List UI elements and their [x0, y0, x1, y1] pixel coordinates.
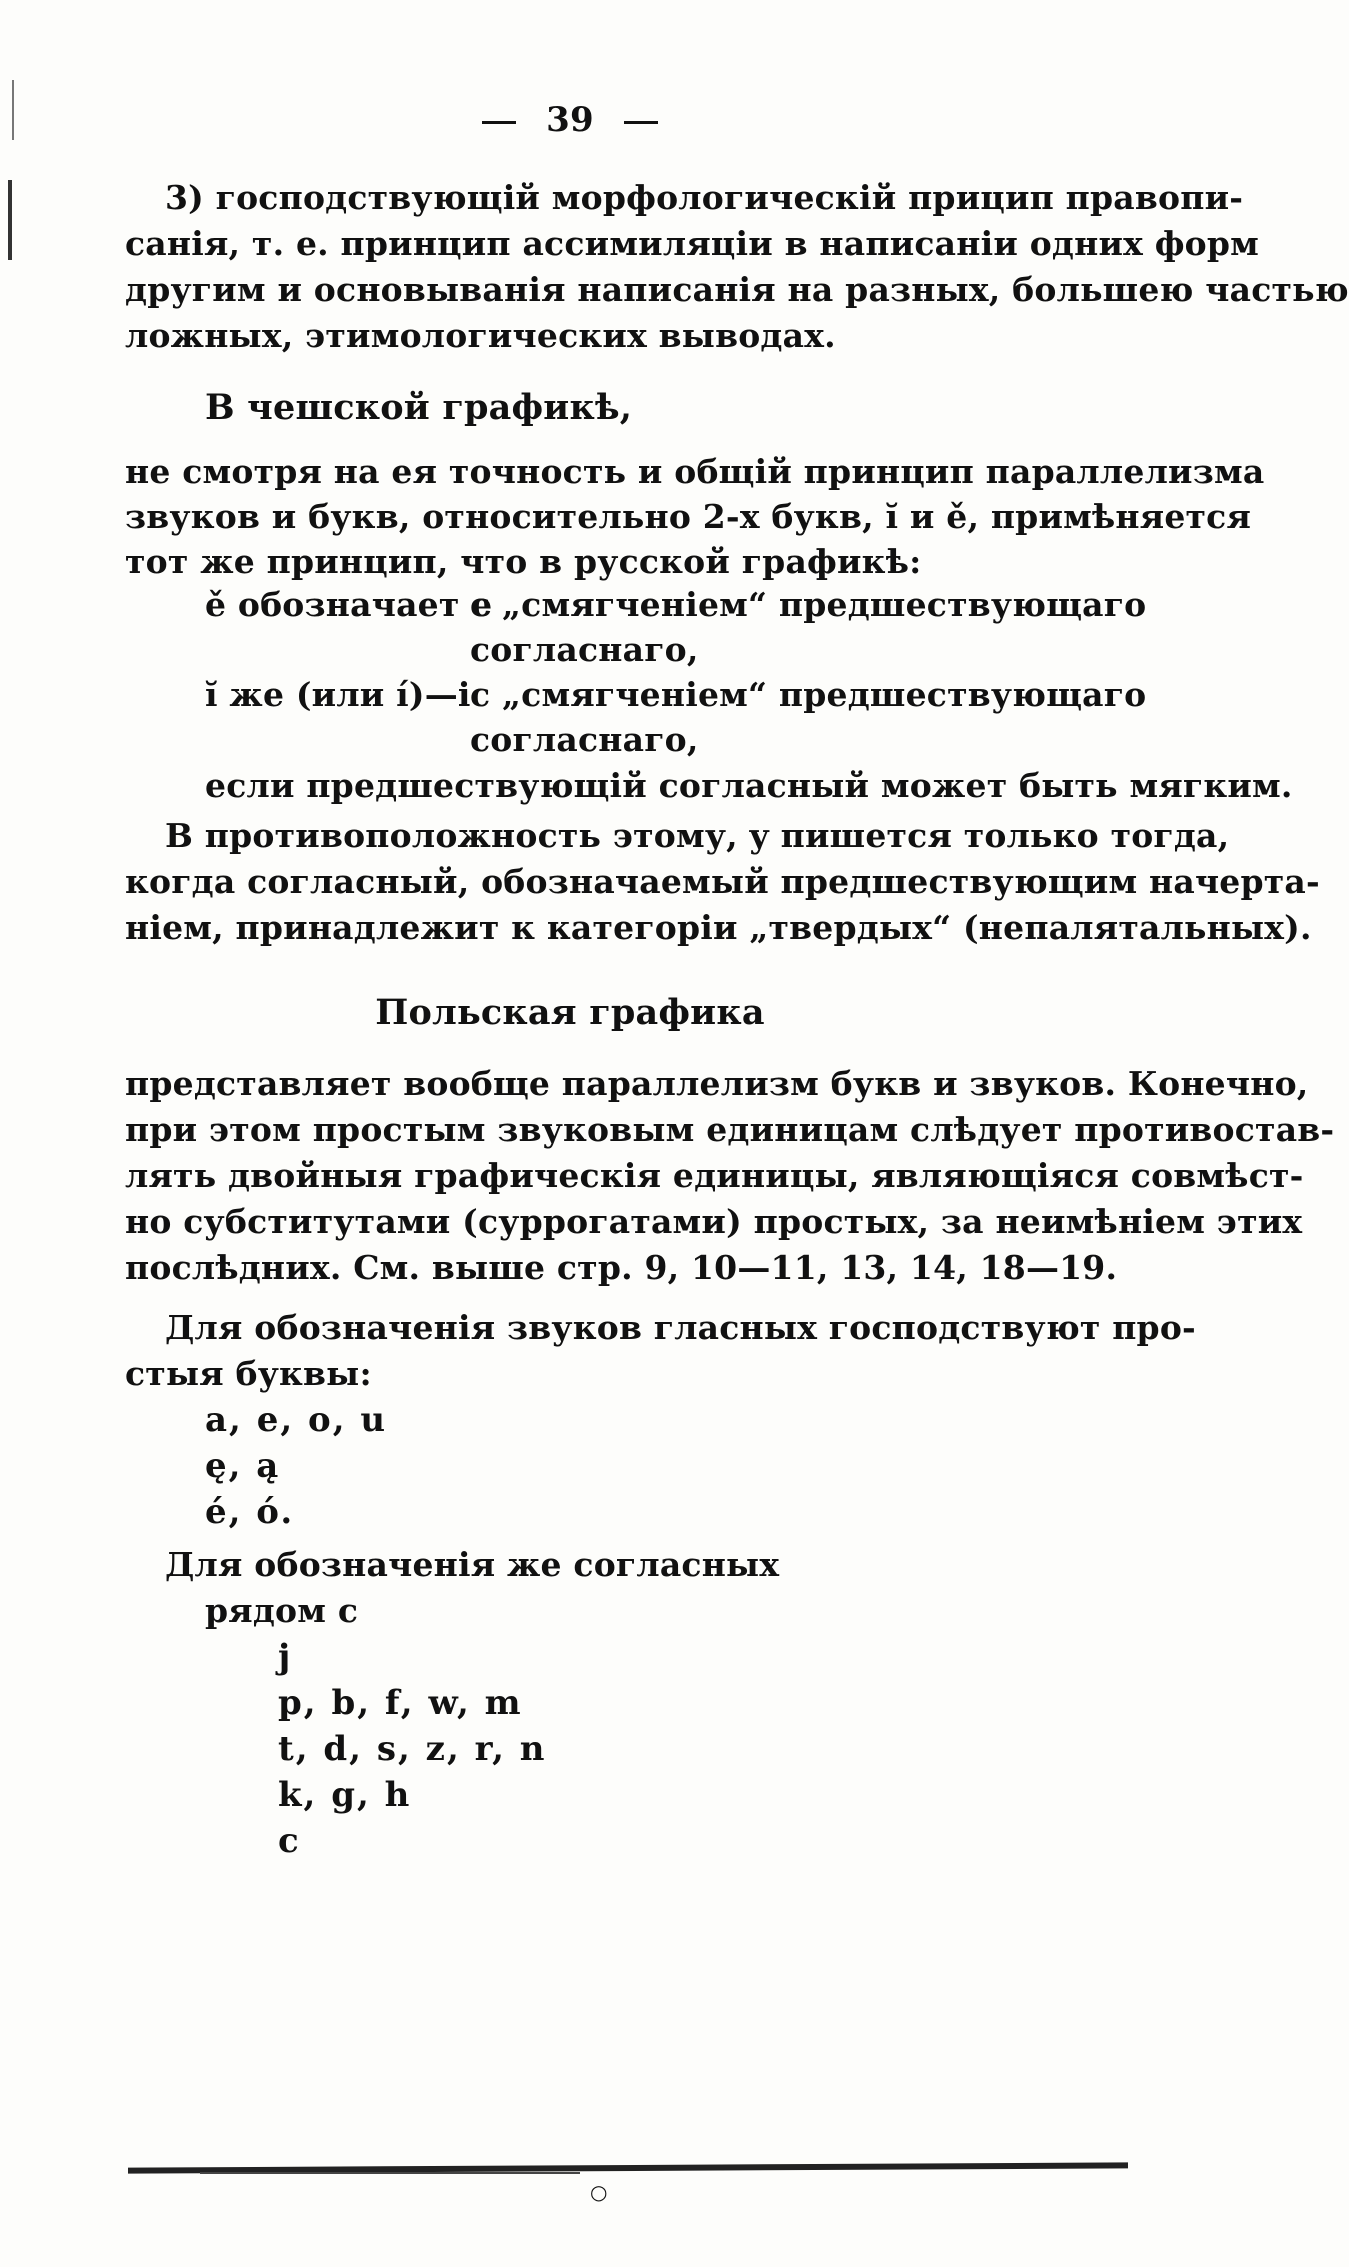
margin-mark — [8, 180, 12, 260]
vowel-line: ę, ą — [205, 1446, 281, 1486]
text-line: не смотря на ея точность и общій принцип параллелизма — [125, 452, 1265, 491]
dash — [482, 121, 516, 124]
rule-symbol: ě обозначает е — [205, 585, 493, 624]
text-line: лять двойныя графическія единицы, являющіяся совмѣст- — [125, 1156, 1304, 1195]
text-line: рядом с — [205, 1591, 359, 1630]
rule-text-cont: согласнаго, — [470, 720, 699, 759]
page-number-text: 39 — [546, 100, 594, 140]
text-line: Для обозначенія звуков гласных господствуют про- — [165, 1308, 1196, 1347]
text-line: другим и основыванія написанія на разных, большею частью — [125, 270, 1349, 309]
ornament-icon: ○ — [590, 2180, 608, 2204]
page-number — [0, 100, 1140, 140]
text-line: при этом простым звуковым единицам слѣдует противостав- — [125, 1110, 1335, 1149]
vowel-line: a, e, o, u — [205, 1400, 388, 1440]
text-line: В противоположность этому, y пишется только тогда, — [165, 816, 1230, 855]
text-line: звуков и букв, относительно 2-х букв, ĭ и ě, примѣняется — [125, 497, 1252, 536]
text-line: если предшествующій согласный может быть мягким. — [205, 766, 1293, 805]
text-line: послѣдних. См. выше стр. 9, 10—11, 13, 14, 18—19. — [125, 1248, 1118, 1287]
rule-text: с „смягченіем“ предшествующаго — [470, 585, 1147, 624]
text-line: представляет вообще параллелизм букв и звуков. Конечно, — [125, 1064, 1309, 1103]
vowel-line: é, ó. — [205, 1492, 295, 1532]
consonant-line: c — [278, 1821, 301, 1861]
consonant-line: t, d, s, z, r, n — [278, 1729, 547, 1769]
text-line: 3) господствующій морфологическій прицип правопи- — [165, 178, 1244, 217]
section-heading-czech: В чешской графикѣ, — [205, 387, 633, 428]
section-heading-polish: Польская графика — [375, 992, 765, 1033]
text-line: тот же принцип, что в русской графикѣ: — [125, 542, 922, 581]
text-line: но субститутами (суррогатами) простых, за неимѣніем этих — [125, 1202, 1303, 1241]
text-line: санія, т. е. принцип ассимиляціи в написаніи одних форм — [125, 224, 1260, 263]
dash — [624, 121, 658, 124]
text-line: Для обозначенія же согласных — [165, 1545, 780, 1584]
bottom-rule — [200, 2172, 580, 2174]
consonant-line: p, b, f, w, m — [278, 1683, 523, 1723]
text-line: ніем, принадлежит к категоріи „твердых“ (непалятальных). — [125, 908, 1312, 947]
rule-text-cont: согласнаго, — [470, 630, 699, 669]
text-line: когда согласный, обозначаемый предшествующим начерта- — [125, 862, 1320, 901]
text-line: стыя буквы: — [125, 1354, 372, 1393]
consonant-line: k, g, h — [278, 1775, 412, 1815]
consonant-line: j — [278, 1637, 293, 1677]
text-line: ложных, этимологических выводах. — [125, 316, 836, 355]
rule-symbol: ĭ же (или í)—i — [205, 675, 471, 714]
rule-text: с „смягченіем“ предшествующаго — [470, 675, 1147, 714]
